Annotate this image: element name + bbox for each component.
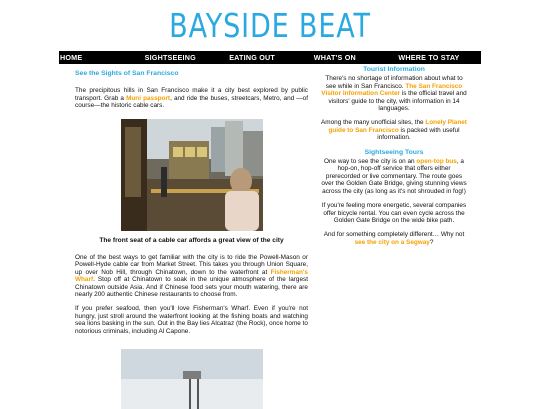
lonely-planet-link[interactable]: Lonely Planet guide to San Francisco — [328, 119, 467, 134]
tourist-text-1: There's no shortage of information about what to see while in San Francisco. — [325, 75, 463, 90]
tourist-text-2: is the official travel and visitors' guide to the city, with information in 14 languages. — [328, 90, 467, 113]
cable-car-paragraph — [75, 254, 308, 298]
nav-sightseeing[interactable]: SIGHTSEEING — [144, 53, 196, 62]
lonely-planet-paragraph — [321, 119, 467, 141]
cable-text-2: . Stop off at Chinatown to soak in the unique atmosphere of the largest Chinatown outside Asia. And if Chinese food sets your mouth watering, there are nearly 200 authentic Chinese restaurants to choose from. — [75, 276, 308, 299]
bus-text-2: , a hop-on, hop-off service that offers either prerecorded or live commentary. The route goes over the Golden Gate Bridge, giving stunning views across the city (as long as it's not shrouded in fog!) — [321, 158, 467, 195]
lp-text-2: is packed with useful information. — [377, 126, 460, 142]
nav-whats-on[interactable]: WHAT'S ON — [313, 53, 356, 62]
cable-car-photo — [121, 119, 263, 231]
visitor-center-link[interactable]: The San Francisco Visitor Information Center — [321, 82, 463, 98]
intro-text-1: The precipitous hills in San Francisco make it a city best explored by public transport. Grab a — [75, 87, 308, 102]
intro-text-2: , and ride the buses, streetcars, Metro, and —of course—the historic cable cars. — [75, 94, 308, 110]
bus-text-1: One way to see the city is on an — [324, 158, 417, 166]
sidebar — [321, 66, 467, 253]
site-logo[interactable]: BAYSIDE BEAT — [169, 6, 371, 45]
waterfront-photo — [121, 349, 263, 409]
open-top-bus-link[interactable]: open-top bus — [416, 158, 457, 166]
photo-caption: The front seat of a cable car affords a great view of the city — [99, 236, 284, 244]
nav-home[interactable]: HOME — [60, 53, 83, 62]
nav-where-to-stay[interactable]: WHERE TO STAY — [398, 53, 460, 62]
seafood-paragraph: If you prefer seafood, then you'll love Fisherman's Wharf. Even if you're not hungry, just stroll around the waterfront looking at the fishing boats and watching sea lions basking in the sun. Out in the Bay lies Alcatraz (the Rock), once home to notorious criminals, including Al Capone. — [75, 305, 308, 335]
segway-text-2: ? — [429, 238, 434, 246]
segway-link[interactable]: see the city on a Segway — [354, 238, 430, 246]
main-nav — [59, 51, 481, 64]
tourist-info-paragraph — [321, 75, 467, 112]
bicycle-paragraph: If you're feeling more energetic, several companies offer bicycle rental. You can even cycle across the Golden Gate Bridge on the wide bike path. — [321, 202, 467, 224]
main-content — [75, 70, 308, 409]
fishermans-wharf-link[interactable]: Fisherman's Wharf — [75, 268, 308, 284]
sightseeing-tours-heading: Sightseeing Tours — [364, 148, 424, 156]
page-title: See the Sights of San Francisco — [75, 70, 179, 77]
tourist-info-heading: Tourist Information — [363, 66, 425, 73]
bus-paragraph — [321, 158, 467, 195]
muni-passport-link[interactable]: Muni passport — [126, 94, 171, 102]
segway-text-1: And for something completely different… Why not — [323, 231, 465, 239]
intro-paragraph — [75, 87, 308, 109]
segway-paragraph — [321, 231, 467, 246]
lp-text-1: Among the many unofficial sites, the — [321, 119, 426, 127]
cable-text-1: One of the best ways to get familiar with the city is to ride the Powell-Mason or Powell-Hyde cable car from Market Street. This takes you through Union Square, up over Nob Hill, through Chinatown, down to the waterfront at — [75, 254, 308, 276]
nav-eating-out[interactable]: EATING OUT — [229, 53, 275, 62]
